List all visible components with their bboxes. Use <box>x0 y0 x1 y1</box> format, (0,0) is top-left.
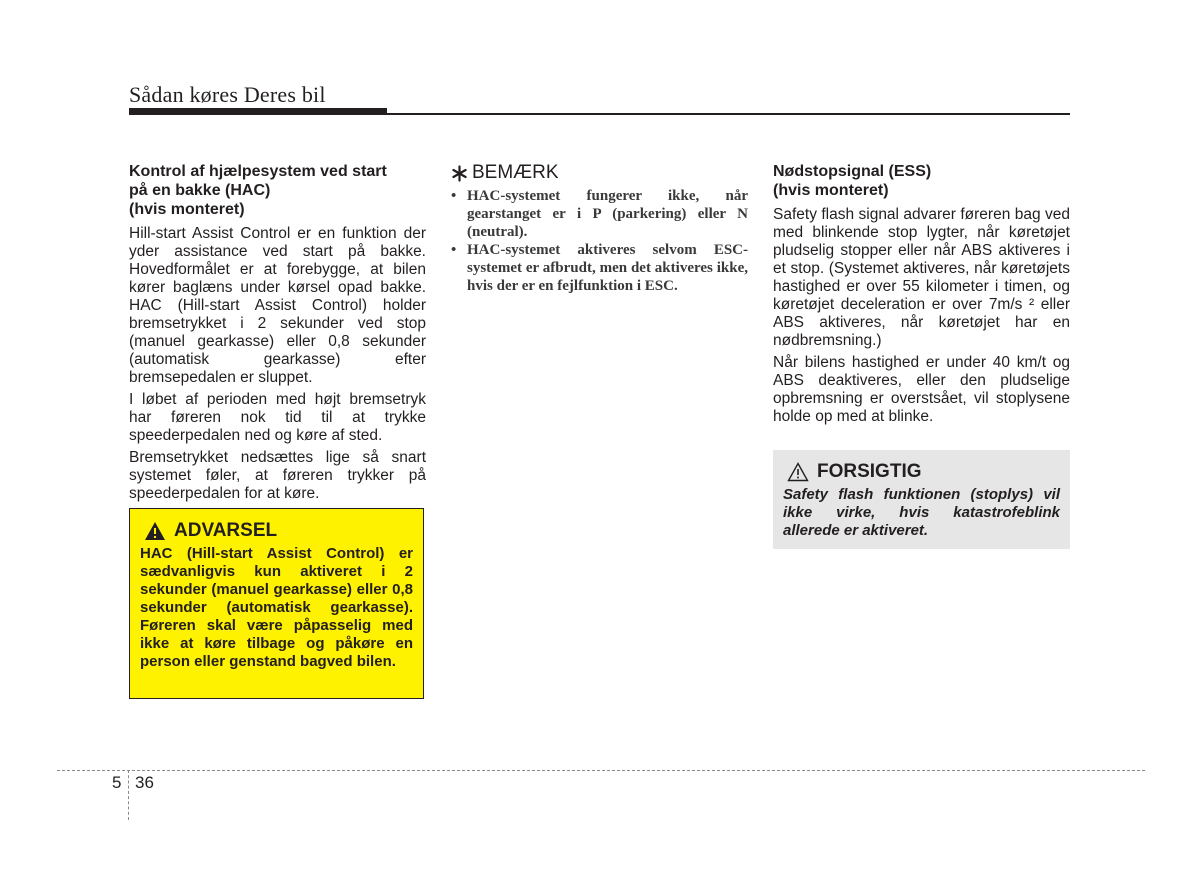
asterisk-icon <box>451 165 468 182</box>
hac-heading-line: på en bakke (HAC) <box>129 182 271 199</box>
warning-triangle-icon <box>144 521 166 541</box>
note-title: BEMÆRK <box>472 162 559 183</box>
ess-heading-line: (hvis monteret) <box>773 182 889 199</box>
hac-heading-line: (hvis monteret) <box>129 201 245 218</box>
chapter-title: Sådan køres Deres bil <box>129 82 326 107</box>
chapter-number: 5 <box>112 773 122 792</box>
warning-title-text: ADVARSEL <box>174 520 278 541</box>
note-item <box>451 241 748 295</box>
ess-paragraph: Safety flash signal advarer føreren bag ved med blinkende stop lygter, når køretøjet pludselig stopper eller når ABS aktiveres i et stop. (Systemet aktiveres, når køretøjets hastighed er over 55 kilometer i timen, og køretøjet deceleration er over 7m/s ² eller ABS aktiveres, når køretøjet har en nødbremsning.) <box>773 206 1070 349</box>
warning-title <box>140 520 413 542</box>
hac-paragraph: Hill-start Assist Control er en funktion der yder assistance ved start på bakke. Hovedformålet er at forebygge, at bilen kører baglæns under kørsel opad bakke. HAC (Hill-start Assist Control) holder bremsetrykket i 2 sekunder ved stop (manuel gearkasse) eller 0,8 sekunder (automatisk gearkasse) efter bremsepedalen er sluppet. <box>129 225 426 386</box>
note-list <box>451 187 748 295</box>
footer-vertical-divider <box>128 770 129 820</box>
caution-box <box>773 450 1070 549</box>
warning-box <box>129 508 424 699</box>
note-item <box>451 187 748 241</box>
right-column <box>773 162 1070 430</box>
hac-paragraph: Bremsetrykket nedsættes lige så snart systemet føler, at føreren trykker på speederpedalen for at køre. <box>129 449 426 502</box>
hac-heading-line: Kontrol af hjælpesystem ved start <box>129 163 387 180</box>
ess-paragraph: Når bilens hastighed er under 40 km/t og ABS deaktiveres, eller den pludselige opbremsning er overstsået, vil stoplysene holde op med at blinke. <box>773 354 1070 425</box>
hac-heading <box>129 162 426 219</box>
header-rule <box>129 113 1070 115</box>
note-item-text: HAC-systemet aktiveres selvom ESC-systemet er afbrudt, men det aktiveres ikke, hvis der er en fejlfunktion i ESC. <box>467 242 748 294</box>
caution-title-text: FORSIGTIG <box>817 461 922 482</box>
left-column <box>129 162 426 507</box>
ess-heading-line: Nødstopsignal (ESS) <box>773 163 932 180</box>
note-item-text: HAC-systemet fungerer ikke, når gearstanget er i P (parkering) eller N (neutral). <box>467 188 748 240</box>
page-number: 36 <box>135 773 154 792</box>
bullet: • <box>451 242 457 258</box>
footer-divider <box>57 770 1145 771</box>
note-heading <box>451 162 748 184</box>
caution-text: Safety flash funktionen (stoplys) vil ikke virke, hvis katastrofeblink allerede er aktiveret. <box>783 486 1060 539</box>
caution-triangle-icon <box>787 462 809 482</box>
ess-heading <box>773 162 1070 200</box>
caution-title <box>783 461 1060 483</box>
warning-text: HAC (Hill-start Assist Control) er sædvanligvis kun aktiveret i 2 sekunder (manuel gearkasse) eller 0,8 sekunder (automatisk gearkasse). Føreren skal være påpasselig med ikke at køre tilbage og påkøre en person eller genstand bagved bilen. <box>140 545 413 670</box>
bullet: • <box>451 188 457 204</box>
hac-paragraph: I løbet af perioden med højt bremsetryk har føreren nok tid til at trykke speederpedalen ned og køre af sted. <box>129 391 426 444</box>
middle-column <box>451 162 748 295</box>
